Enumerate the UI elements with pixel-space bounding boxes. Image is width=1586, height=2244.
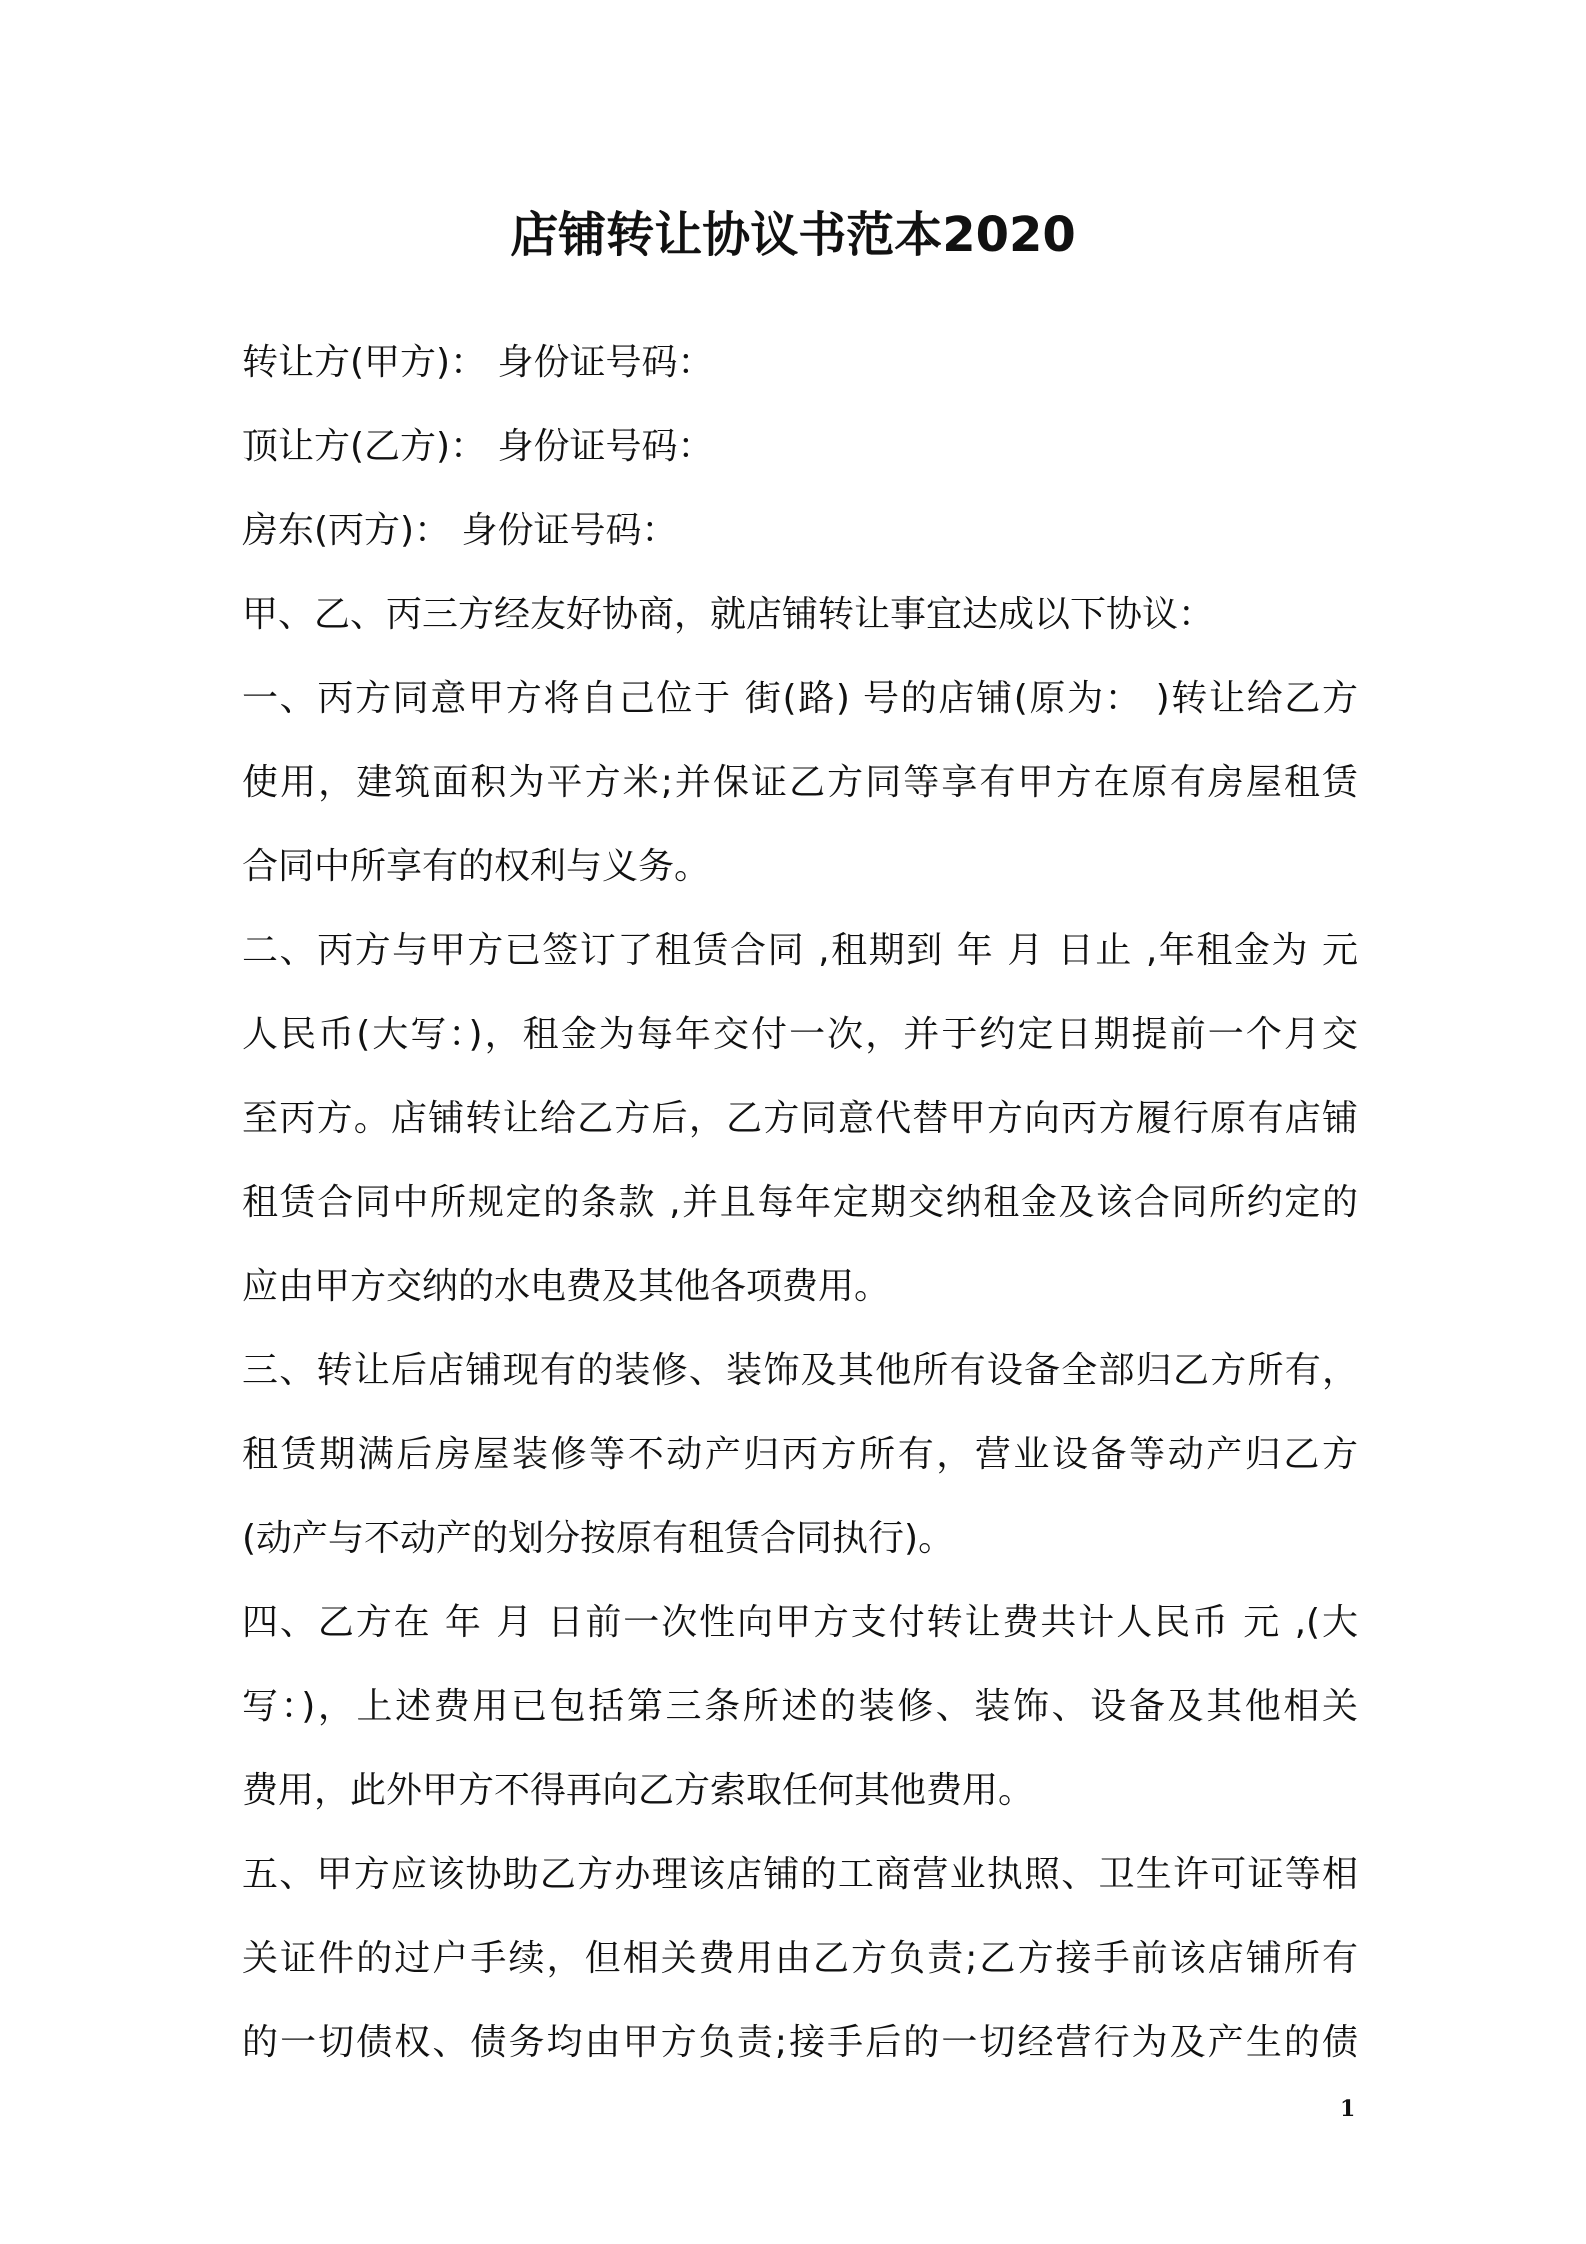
text-line: 五、甲方应该协助乙方办理该店铺的工商营业执照、卫生许可证等相 (242, 1854, 1358, 1895)
text-line: 的一切债权、债务均由甲方负责;接手后的一切经营行为及产生的债 (242, 2022, 1358, 2063)
text-line: 三、转让后店铺现有的装修、装饰及其他所有设备全部归乙方所有， (242, 1350, 1358, 1391)
text-line: 关证件的过户手续，但相关费用由乙方负责;乙方接手前该店铺所有 (242, 1938, 1358, 1979)
text-line: 费用，此外甲方不得再向乙方索取任何其他费用。 (242, 1770, 1035, 1811)
text-line: 二、丙方与甲方已签订了租赁合同 ,租期到 年 月 日止 ,年租金为 元 (242, 930, 1358, 971)
text-line: 写：)，上述费用已包括第三条所述的装修、装饰、设备及其他相关 (242, 1686, 1358, 1727)
text-line: 租赁合同中所规定的条款 ,并且每年定期交纳租金及该合同所约定的 (242, 1182, 1358, 1223)
text-line: 至丙方。店铺转让给乙方后，乙方同意代替甲方向丙方履行原有店铺 (242, 1098, 1358, 1139)
text-line: 四、乙方在 年 月 日前一次性向甲方支付转让费共计人民币 元 ,(大 (242, 1602, 1358, 1643)
text-line: 顶让方(乙方)： 身份证号码： (242, 426, 714, 467)
text-line: 租赁期满后房屋装修等不动产归丙方所有，营业设备等动产归乙方 (242, 1434, 1358, 1475)
text-line: 合同中所享有的权利与义务。 (242, 846, 711, 887)
text-line: 一、丙方同意甲方将自己位于 街(路) 号的店铺(原为： )转让给乙方 (242, 678, 1358, 719)
text-line: 甲、乙、丙三方经友好协商，就店铺转让事宜达成以下协议： (242, 594, 1215, 635)
page-number: 1 (1340, 2096, 1356, 2122)
text-line: 应由甲方交纳的水电费及其他各项费用。 (242, 1266, 891, 1307)
document-title: 店铺转让协议书范本2020 (510, 207, 1076, 263)
text-line: 转让方(甲方)： 身份证号码： (242, 342, 714, 383)
text-line: 使用，建筑面积为平方米;并保证乙方同等享有甲方在原有房屋租赁 (242, 762, 1358, 803)
text-line: 人民币(大写：)，租金为每年交付一次，并于约定日期提前一个月交 (242, 1014, 1358, 1055)
text-line: 房东(丙方)： 身份证号码： (242, 510, 678, 551)
text-line: (动产与不动产的划分按原有租赁合同执行)。 (242, 1518, 955, 1559)
